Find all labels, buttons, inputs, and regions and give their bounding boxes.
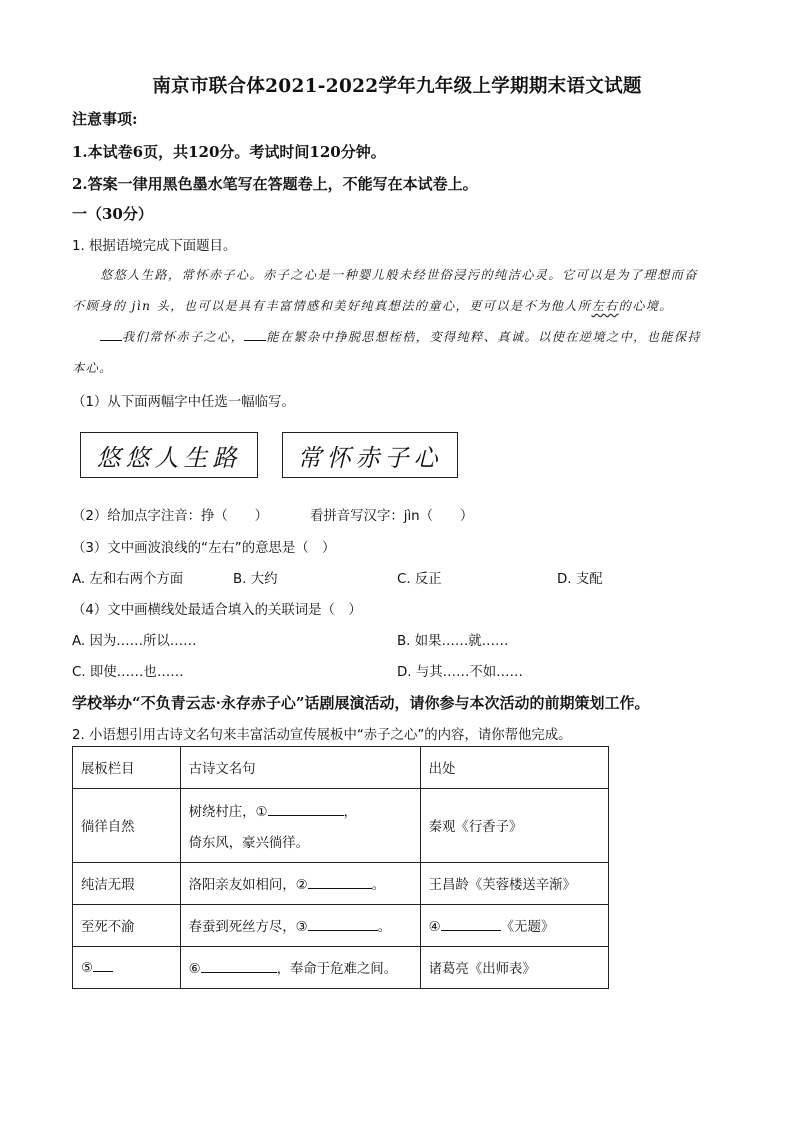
fill-blank [201,960,277,973]
subquestion-4: （4）文中画横线处最适合填入的关联词是（ ） [72,603,362,618]
activity-intro: 学校举办“不负青云志·永存赤子心”话剧展演活动，请你参与本次活动的前期策划工作。 [72,694,650,712]
fill-blank [100,328,122,341]
table-row [73,905,609,947]
notice-item-1: 1.本试卷6页，共120分。考试时间120分钟。 [72,143,386,161]
table-row [73,947,609,989]
table-cell [73,947,181,989]
subquestion-1: （1）从下面两幅字中任选一幅临写。 [72,395,295,410]
notice-item-2: 2.答案一律用黑色墨水笔写在答题卷上，不能写在本试卷上。 [72,175,478,193]
fill-blank [308,876,372,889]
cell-text: 倚东风，豪兴徜徉。 [188,835,310,851]
section-heading: 一（30分） [72,205,153,223]
subquestion-3: （3）文中画波浪线的“左右”的意思是（ ） [72,541,336,556]
table-cell [180,947,420,989]
option-d: D. 支配 [557,572,603,587]
fill-blank [244,328,266,341]
fill-blank [268,803,344,816]
table-header-cell: 出处 [420,747,608,789]
poetry-table [72,746,609,989]
cell-text: 春蚕到死丝方尽，③ [188,920,308,935]
subquestion-2-part-a: （2）给加点字注音：挣（ ） [72,509,268,524]
cell-text: ⑥ [188,962,201,977]
passage-line-3 [100,328,701,345]
table-cell: 诸葛亮《出师表》 [420,947,608,989]
page-title: 南京市联合体2021-2022学年九年级上学期期末语文试题 [152,76,642,97]
option-c: C. 即使……也…… [72,665,184,680]
passage-line-1: 悠悠人生路，常怀赤子心。赤子之心是一种婴儿般未经世俗浸污的纯洁心灵。它可以是为了理想而奋 [100,268,698,282]
cell-text: 洛阳亲友如相问，② [188,878,308,893]
option-d: D. 与其……不如…… [397,665,523,680]
table-cell: 纯洁无瑕 [73,863,181,905]
fill-blank [308,918,378,931]
cell-text: 。 [377,920,392,935]
option-a: A. 左和右两个方面 [72,572,184,587]
question-2-stem: 2. 小语想引用古诗文名句来丰富活动宣传展板中“赤子之心”的内容，请你帮他完成。 [72,728,572,743]
table-cell [420,905,608,947]
option-b: B. 大约 [233,572,278,587]
table-cell [180,905,420,947]
calligraphy-sample-2 [282,432,458,478]
cell-text: 《无题》 [500,920,555,935]
notice-heading: 注意事项: [72,110,138,128]
passage-line-4: 本心。 [72,361,113,375]
option-b: B. 如果……就…… [397,634,509,649]
passage-text: 不顾身的 jìn 头，也可以是具有丰富情感和美好纯真想法的童心，更可以是不为他人所 [72,299,592,313]
cell-text: ⑤ [81,961,94,976]
passage-text: 能在繁杂中挣脱思想桎梏，变得纯粹、真诚。以使在逆境之中，也能保持 [266,330,702,344]
table-cell [180,789,420,863]
passage-text: 的心境。 [618,299,673,313]
passage-line-2 [72,297,673,314]
table-header-cell: 展板栏目 [73,747,181,789]
calligraphy-text: 常怀赤子心 [297,443,443,472]
calligraphy-text: 悠悠人生路 [96,443,242,472]
cell-text: 。 [371,878,386,893]
fill-blank [93,959,113,972]
wavy-underlined-word: 左右 [591,299,619,313]
fill-blank [441,918,501,931]
table-row [73,789,609,863]
table-row [73,863,609,905]
subquestion-2-part-b: 看拼音写汉字：jìn（ ） [310,509,474,524]
cell-text: ， [343,804,357,820]
table-cell: 秦观《行香子》 [420,789,608,863]
table-header-cell: 古诗文名句 [180,747,420,789]
table-cell: 徜徉自然 [73,789,181,863]
table-cell: 至死不渝 [73,905,181,947]
question-1-stem: 1. 根据语境完成下面题目。 [72,239,237,254]
table-cell [180,863,420,905]
cell-text: 树绕村庄，① [188,804,268,820]
option-a: A. 因为……所以…… [72,634,197,649]
table-cell: 王昌龄《芙蓉楼送辛渐》 [420,863,608,905]
passage-text: 我们常怀赤子之心， [122,330,245,344]
calligraphy-sample-1 [80,432,258,478]
table-header-row [73,747,609,789]
cell-text: ④ [428,920,441,935]
option-c: C. 反正 [397,572,442,587]
cell-text: ，奉命于危难之间。 [276,962,398,977]
